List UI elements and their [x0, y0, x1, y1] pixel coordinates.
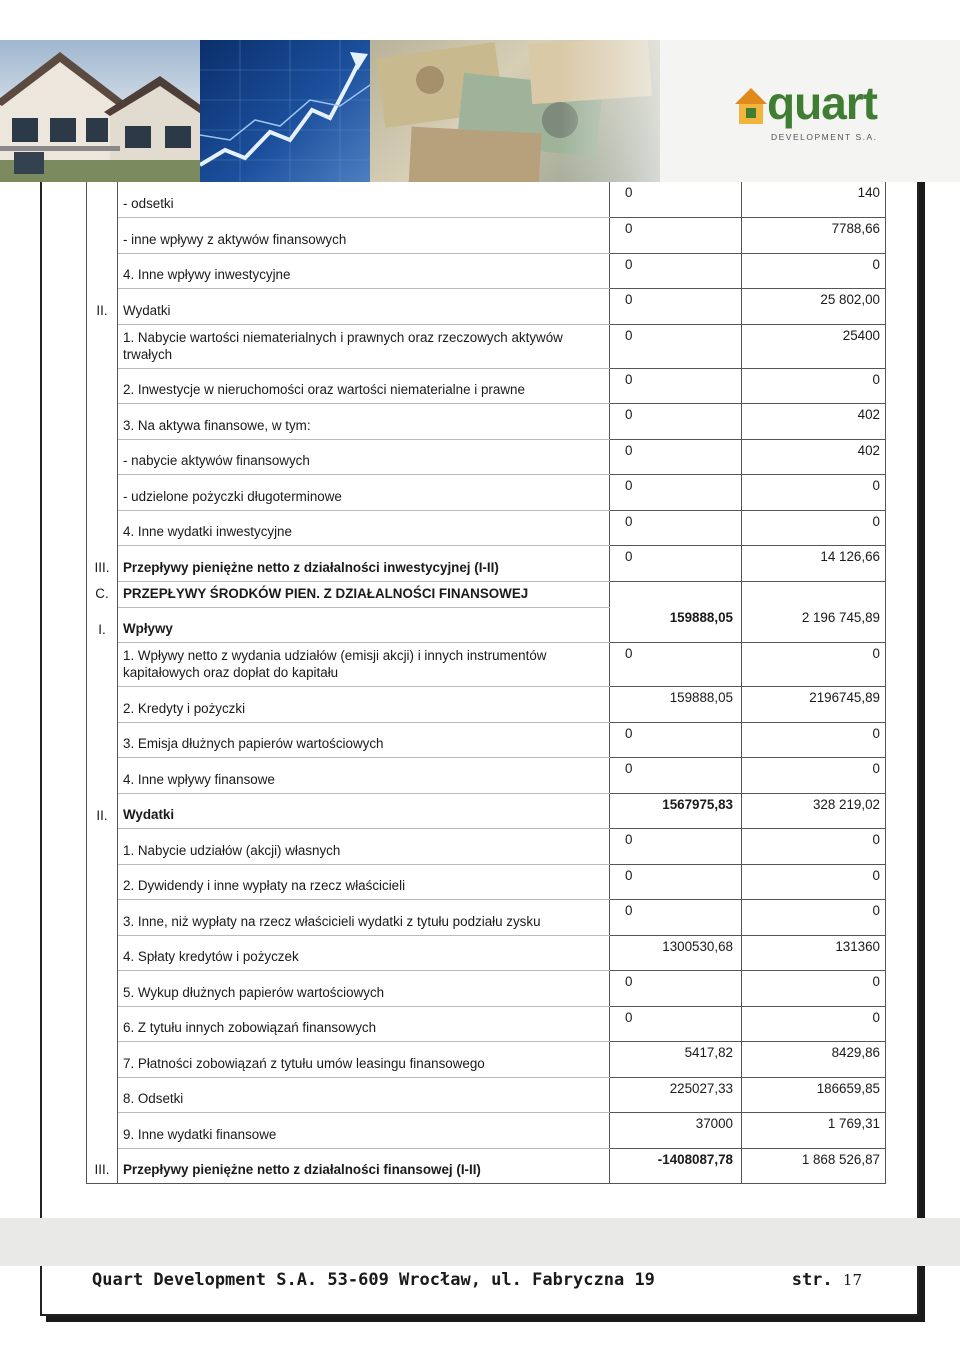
value-current-year-text: 0 — [625, 513, 633, 529]
row-label: 8. Odsetki — [118, 1077, 610, 1113]
table-row — [87, 546, 886, 582]
value-previous-year: 25 802,00 — [742, 289, 886, 325]
table-row — [87, 1006, 886, 1042]
row-label: PRZEPŁYWY ŚRODKÓW PIEN. Z DZIAŁALNOŚCI FINANSOWEJ — [118, 581, 610, 607]
row-label: 2. Dywidendy i inne wypłaty na rzecz właścicieli — [118, 864, 610, 900]
row-label: 2. Kredyty i pożyczki — [118, 687, 610, 723]
row-number — [87, 439, 118, 475]
logo-subtext: DEVELOPMENT S.A. — [771, 132, 878, 142]
value-current-year — [610, 404, 742, 440]
table-row — [87, 404, 886, 440]
value-current-year-text: 0 — [625, 442, 633, 458]
value-current-year-text: 0 — [625, 903, 633, 918]
table-row — [87, 475, 886, 511]
value-current-year — [610, 935, 742, 971]
value-current-year — [610, 758, 742, 794]
table-row — [87, 829, 886, 865]
value-previous-year: 0 — [742, 368, 886, 404]
table-row — [87, 793, 886, 829]
table-row — [87, 218, 886, 254]
table-row — [87, 368, 886, 404]
row-label: 5. Wykup dłużnych papierów wartościowych — [118, 971, 610, 1007]
value-previous-year: 0 — [742, 758, 886, 794]
value-current-year-text: 159888,05 — [669, 690, 733, 705]
value-previous-year: 0 — [742, 900, 886, 936]
value-previous-year: 0 — [742, 643, 886, 687]
value-previous-year: 25400 — [742, 324, 886, 368]
value-current-year-text: 1567975,83 — [662, 796, 733, 812]
value-current-year-text: 5417,82 — [684, 1045, 733, 1060]
value-current-year — [610, 643, 742, 687]
value-current-year — [610, 218, 742, 254]
footer-company: Quart Development S.A. 53-609 Wrocław, ul. Fabryczna 19 — [92, 1270, 655, 1290]
row-label: 7. Płatności zobowiązań z tytułu umów leasingu finansowego — [118, 1042, 610, 1078]
value-current-year-text: 0 — [625, 256, 633, 272]
value-previous-year: 0 — [742, 971, 886, 1007]
value-current-year — [610, 324, 742, 368]
table-row — [87, 324, 886, 368]
value-current-year — [610, 687, 742, 723]
table-row — [87, 971, 886, 1007]
row-number — [87, 1077, 118, 1113]
value-current-year-text: 0 — [625, 292, 633, 307]
row-number — [87, 935, 118, 971]
row-number — [87, 1113, 118, 1149]
logo-wordmark: quart — [767, 77, 877, 129]
value-current-year-text: 0 — [625, 327, 633, 343]
row-number: III. — [87, 546, 118, 582]
value-previous-year — [742, 581, 886, 607]
table-row — [87, 1113, 886, 1149]
row-label: - odsetki — [118, 182, 610, 218]
value-previous-year: 0 — [742, 253, 886, 289]
value-current-year-text: 0 — [625, 185, 633, 200]
row-label: 2. Inwestycje w nieruchomości oraz wartości niematerialne i prawne — [118, 368, 610, 404]
row-number — [87, 687, 118, 723]
value-current-year-text: 0 — [625, 1009, 633, 1025]
row-label: 4. Spłaty kredytów i pożyczek — [118, 935, 610, 971]
row-number — [87, 829, 118, 865]
value-current-year — [610, 475, 742, 511]
row-number: II. — [87, 289, 118, 325]
table-row — [87, 643, 886, 687]
value-current-year — [610, 829, 742, 865]
row-label: - inne wpływy z aktywów finansowych — [118, 218, 610, 254]
value-previous-year: 0 — [742, 829, 886, 865]
row-label: Wydatki — [118, 793, 610, 829]
table-row — [87, 687, 886, 723]
row-number — [87, 758, 118, 794]
row-number — [87, 404, 118, 440]
row-label: 3. Na aktywa finansowe, w tym: — [118, 404, 610, 440]
value-current-year-text: 0 — [625, 725, 633, 741]
row-label: Przepływy pieniężne netto z działalności finansowej (I-II) — [118, 1148, 610, 1184]
cash-flow-table — [86, 182, 886, 1184]
value-current-year-text: 0 — [625, 221, 633, 236]
value-current-year-text: 0 — [625, 407, 633, 422]
value-current-year-text: 0 — [625, 646, 633, 661]
value-current-year-text: 0 — [625, 478, 633, 493]
row-number — [87, 182, 118, 218]
value-current-year — [610, 607, 742, 643]
row-number — [87, 324, 118, 368]
footer-page — [792, 1270, 862, 1290]
row-label: 3. Inne, niż wypłaty na rzecz właścicieli wydatki z tytułu podziału zysku — [118, 900, 610, 936]
value-previous-year: 1 868 526,87 — [742, 1148, 886, 1184]
row-number — [87, 900, 118, 936]
row-label: 9. Inne wydatki finansowe — [118, 1113, 610, 1149]
page-label: str. — [791, 1270, 833, 1290]
row-number — [87, 722, 118, 758]
value-previous-year: 2 196 745,89 — [742, 607, 886, 643]
footer-band — [0, 1218, 960, 1266]
row-number — [87, 971, 118, 1007]
house-photo — [0, 40, 200, 182]
table-row — [87, 510, 886, 546]
table-row — [87, 864, 886, 900]
value-previous-year: 402 — [742, 439, 886, 475]
row-number — [87, 864, 118, 900]
value-current-year-text: 0 — [625, 974, 633, 989]
value-current-year-text: 0 — [625, 371, 633, 387]
table-row — [87, 439, 886, 475]
chart-photo — [200, 40, 370, 182]
value-current-year — [610, 1006, 742, 1042]
row-label: 1. Nabycie udziałów (akcji) własnych — [118, 829, 610, 865]
banner-fade — [560, 40, 700, 182]
row-label: Wpływy — [118, 607, 610, 643]
row-number — [87, 1006, 118, 1042]
header-banner — [0, 40, 960, 182]
value-previous-year: 131360 — [742, 935, 886, 971]
value-current-year-text: 159888,05 — [669, 610, 733, 625]
value-previous-year: 0 — [742, 1006, 886, 1042]
row-label: Wydatki — [118, 289, 610, 325]
value-previous-year: 140 — [742, 182, 886, 218]
value-current-year — [610, 1042, 742, 1078]
table-row — [87, 1077, 886, 1113]
value-current-year — [610, 581, 742, 607]
value-previous-year: 0 — [742, 722, 886, 758]
value-current-year — [610, 793, 742, 829]
row-number — [87, 510, 118, 546]
row-number — [87, 643, 118, 687]
value-current-year — [610, 253, 742, 289]
value-previous-year: 7788,66 — [742, 218, 886, 254]
row-label: Przepływy pieniężne netto z działalności inwestycyjnej (I-II) — [118, 546, 610, 582]
value-current-year-text: 0 — [625, 549, 633, 564]
row-number — [87, 1042, 118, 1078]
value-current-year — [610, 722, 742, 758]
value-previous-year: 402 — [742, 404, 886, 440]
value-current-year — [610, 510, 742, 546]
value-current-year-text: 0 — [625, 867, 633, 883]
row-number — [87, 475, 118, 511]
row-number: I. — [87, 607, 118, 643]
value-current-year-text: 37000 — [695, 1116, 733, 1131]
row-label: 4. Inne wydatki inwestycyjne — [118, 510, 610, 546]
row-number: II. — [87, 793, 118, 829]
value-current-year — [610, 182, 742, 218]
table-row — [87, 1042, 886, 1078]
value-current-year — [610, 1113, 742, 1149]
row-label: 1. Nabycie wartości niematerialnych i prawnych oraz rzeczowych aktywów trwałych — [118, 324, 610, 368]
row-number: C. — [87, 581, 118, 607]
value-current-year — [610, 971, 742, 1007]
house-logo-icon — [733, 84, 769, 128]
value-current-year-text: 0 — [625, 761, 633, 776]
table-row — [87, 722, 886, 758]
value-current-year — [610, 546, 742, 582]
value-previous-year: 186659,85 — [742, 1077, 886, 1113]
value-current-year — [610, 1077, 742, 1113]
row-label: 6. Z tytułu innych zobowiązań finansowych — [118, 1006, 610, 1042]
table-row — [87, 253, 886, 289]
row-label: 4. Inne wpływy inwestycyjne — [118, 253, 610, 289]
value-current-year — [610, 900, 742, 936]
value-previous-year: 1 769,31 — [742, 1113, 886, 1149]
value-previous-year: 0 — [742, 475, 886, 511]
table-row — [87, 581, 886, 607]
value-current-year-text: 1300530,68 — [662, 938, 733, 954]
row-number — [87, 218, 118, 254]
value-current-year — [610, 1148, 742, 1184]
row-number — [87, 253, 118, 289]
value-current-year — [610, 439, 742, 475]
value-current-year — [610, 289, 742, 325]
value-previous-year: 14 126,66 — [742, 546, 886, 582]
value-current-year — [610, 864, 742, 900]
row-label: 1. Wpływy netto z wydania udziałów (emisji akcji) i innych instrumentów kapitałowych oraz dopłat do kapitału — [118, 643, 610, 687]
row-label: - nabycie aktywów finansowych — [118, 439, 610, 475]
table-row — [87, 1148, 886, 1184]
value-previous-year: 0 — [742, 864, 886, 900]
value-current-year-text: -1408087,78 — [657, 1151, 733, 1167]
row-label: 3. Emisja dłużnych papierów wartościowych — [118, 722, 610, 758]
row-number: III. — [87, 1148, 118, 1184]
value-previous-year: 8429,86 — [742, 1042, 886, 1078]
page-number: 17 — [842, 1271, 862, 1289]
value-previous-year: 328 219,02 — [742, 793, 886, 829]
row-label: - udzielone pożyczki długoterminowe — [118, 475, 610, 511]
table-row — [87, 935, 886, 971]
value-previous-year: 2196745,89 — [742, 687, 886, 723]
table-row — [87, 289, 886, 325]
row-label: 4. Inne wpływy finansowe — [118, 758, 610, 794]
value-current-year — [610, 368, 742, 404]
table-row — [87, 758, 886, 794]
table-row — [87, 900, 886, 936]
company-logo — [733, 76, 893, 156]
table-row — [87, 607, 886, 643]
value-current-year-text: 225027,33 — [669, 1080, 733, 1096]
page-footer — [92, 1268, 862, 1294]
row-number — [87, 368, 118, 404]
value-current-year-text: 0 — [625, 832, 633, 847]
table-row — [87, 182, 886, 218]
value-previous-year: 0 — [742, 510, 886, 546]
